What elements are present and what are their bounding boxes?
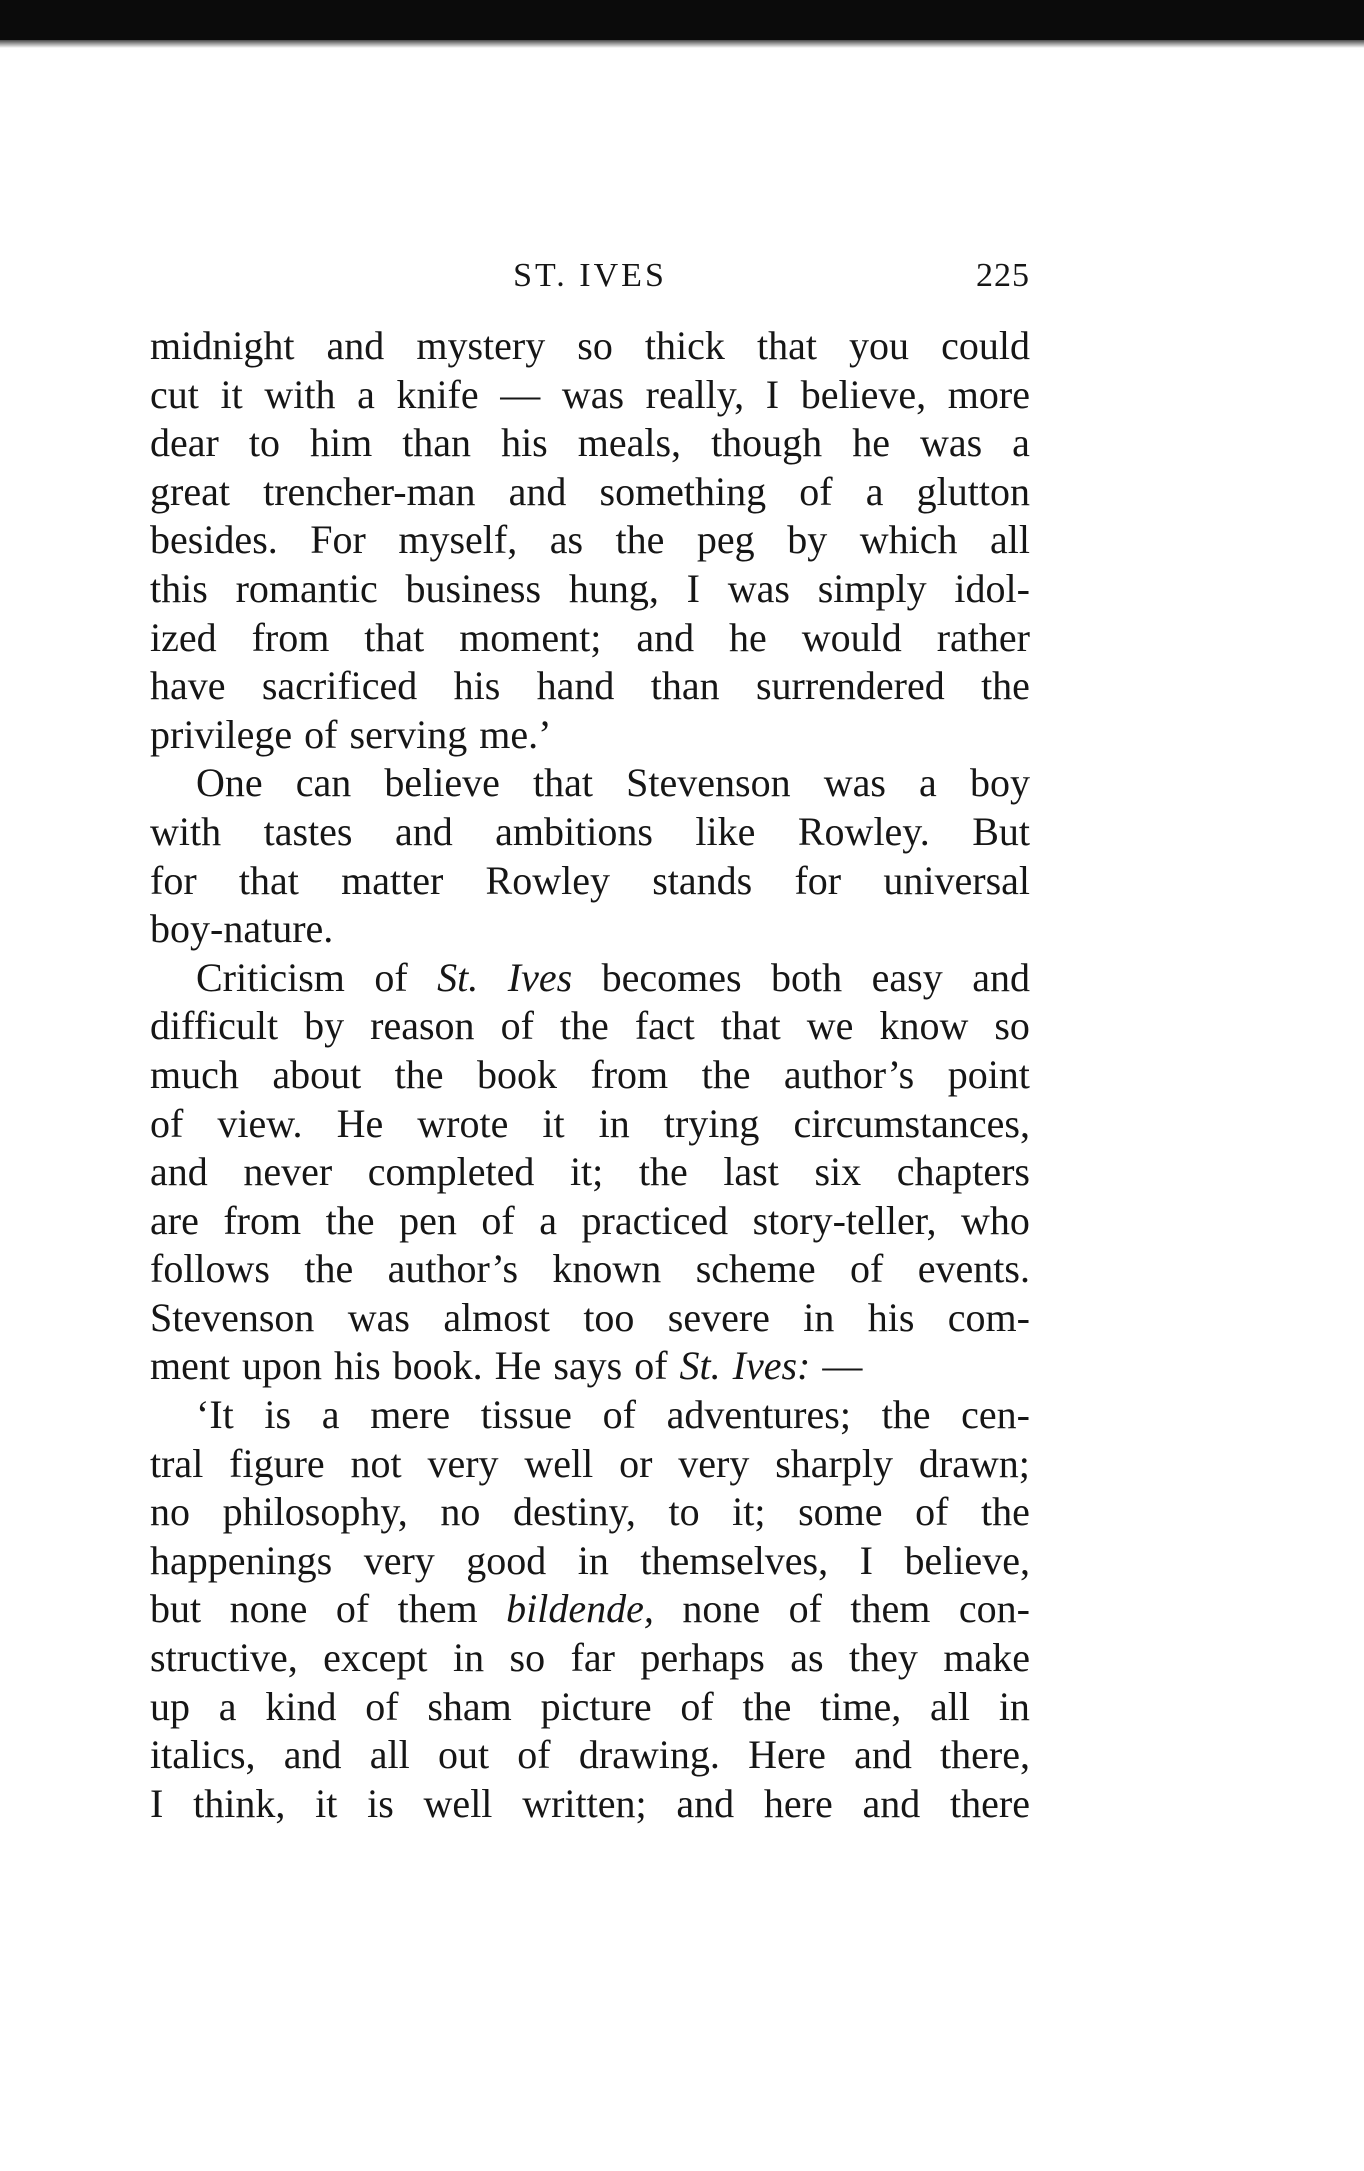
word: and: [972, 954, 1030, 1000]
word: and: [326, 323, 385, 368]
word: of: [788, 1586, 822, 1632]
word: tral: [150, 1440, 204, 1486]
word: Criticism: [196, 954, 345, 1000]
word: cen-: [961, 1392, 1030, 1438]
word: well: [524, 1440, 594, 1486]
word: easy: [871, 954, 943, 1000]
word: a: [218, 1683, 237, 1729]
text-line: [150, 371, 1030, 420]
word: was: [727, 565, 790, 611]
word: the: [881, 1392, 931, 1438]
word: sacrificed: [261, 663, 418, 709]
word: great: [150, 468, 230, 514]
text-line: [150, 1197, 1030, 1246]
word: than: [650, 663, 720, 709]
word: surrendered: [755, 663, 945, 709]
word: ized: [150, 614, 217, 660]
word: more: [947, 371, 1030, 417]
body-text: [150, 322, 1030, 1828]
word: the: [981, 663, 1030, 709]
text-line: [150, 1488, 1030, 1537]
word: the: [638, 1149, 688, 1195]
word: —: [500, 371, 541, 417]
word: of: [374, 954, 408, 1000]
word: and: [283, 1732, 342, 1778]
word: all: [369, 1732, 410, 1778]
word: a: [539, 1197, 557, 1243]
word: ‘It: [196, 1392, 234, 1438]
word: was: [347, 1294, 410, 1340]
word: he: [729, 614, 767, 660]
word: and: [854, 1732, 912, 1778]
word: reason: [370, 1003, 475, 1049]
word: his: [333, 1343, 381, 1389]
word: stands: [652, 857, 753, 903]
word: like: [695, 808, 756, 854]
text-line: [150, 419, 1030, 468]
word: or: [619, 1440, 653, 1486]
word: severe: [667, 1294, 770, 1340]
word: tastes: [263, 808, 353, 854]
word: St.: [679, 1343, 721, 1389]
word: not: [350, 1440, 402, 1486]
word: so: [509, 1635, 546, 1681]
word: I: [686, 565, 700, 611]
word: perhaps: [640, 1635, 765, 1681]
word: was: [561, 371, 625, 417]
word: Ives:: [732, 1343, 811, 1389]
text-line: [150, 1634, 1030, 1683]
word: of: [850, 1246, 884, 1292]
word: in: [803, 1294, 835, 1340]
word: out: [437, 1732, 490, 1778]
word: could: [941, 323, 1030, 368]
word: happenings: [150, 1537, 333, 1583]
word: there,: [940, 1732, 1030, 1778]
word: idol-: [954, 565, 1030, 611]
word: peg: [696, 517, 755, 563]
word: that: [720, 1003, 781, 1049]
word: the: [615, 517, 665, 563]
text-line: [150, 1100, 1030, 1149]
word: his: [501, 420, 548, 466]
word: and: [508, 468, 567, 514]
word: from: [251, 614, 330, 660]
word: both: [771, 954, 843, 1000]
word: book.: [392, 1343, 483, 1389]
word: kind: [265, 1683, 337, 1729]
word: business: [405, 565, 542, 611]
word: of: [680, 1683, 714, 1729]
word: But: [972, 808, 1030, 854]
word: would: [801, 614, 902, 660]
word: chapters: [896, 1149, 1030, 1195]
word: trying: [663, 1100, 760, 1146]
word: as: [790, 1635, 824, 1681]
word: something: [599, 468, 767, 514]
word: —: [822, 1343, 863, 1389]
word: scheme: [695, 1246, 816, 1292]
word: this: [150, 565, 208, 611]
word: destiny,: [512, 1489, 636, 1535]
word: of: [799, 468, 833, 514]
word: rather: [936, 614, 1030, 660]
word: six: [814, 1149, 862, 1195]
word: believe,: [800, 371, 927, 417]
word: think,: [193, 1780, 286, 1826]
word: last: [723, 1149, 779, 1195]
word: point: [947, 1051, 1030, 1097]
word: adventures;: [666, 1392, 851, 1438]
word: the: [701, 1051, 751, 1097]
word: that: [756, 323, 817, 368]
word: knife: [396, 371, 479, 417]
text-line: [150, 1731, 1030, 1780]
word: Rowley.: [797, 808, 930, 854]
text-line: [150, 759, 1030, 808]
word: the: [325, 1197, 375, 1243]
word: structive,: [150, 1635, 298, 1681]
word: of: [365, 1683, 399, 1729]
word: of: [634, 1343, 668, 1389]
word: figure: [229, 1440, 325, 1486]
word: hung,: [568, 565, 659, 611]
word: circumstances,: [793, 1100, 1030, 1146]
word: and: [394, 808, 453, 854]
word: all: [989, 517, 1030, 563]
word: there: [950, 1780, 1030, 1826]
text-line: [150, 565, 1030, 614]
text-line: [150, 516, 1030, 565]
word: St.: [437, 954, 479, 1000]
word: none: [229, 1586, 308, 1632]
word: in: [577, 1537, 609, 1583]
word: serving: [349, 711, 468, 757]
word: upon: [241, 1343, 322, 1389]
text-line: [150, 857, 1030, 906]
word: they: [849, 1635, 918, 1681]
word: drawn;: [918, 1440, 1030, 1486]
text-line: [150, 1342, 1030, 1391]
text-line: [150, 1294, 1030, 1343]
text-line: [150, 1780, 1030, 1829]
word: Stevenson: [150, 1294, 315, 1340]
text-line: [150, 711, 1030, 760]
text-line: [150, 322, 1030, 371]
text-line: [150, 1245, 1030, 1294]
page-number: 225: [976, 257, 1030, 294]
word: than: [402, 420, 472, 466]
word: his: [453, 663, 501, 709]
word: very: [427, 1440, 499, 1486]
word: mere: [370, 1392, 451, 1438]
word: story-teller,: [752, 1197, 937, 1243]
word: simply: [817, 565, 927, 611]
word: matter: [341, 857, 444, 903]
text-line: [150, 662, 1030, 711]
word: for: [150, 857, 197, 903]
word: it: [220, 371, 243, 417]
word: no: [150, 1489, 190, 1535]
word: I: [765, 371, 780, 417]
word: in: [598, 1100, 630, 1146]
word: cut: [150, 371, 199, 417]
word: moment;: [459, 614, 602, 660]
word: Rowley: [485, 857, 610, 903]
word: well: [423, 1780, 493, 1826]
word: written;: [522, 1780, 647, 1826]
word: of: [915, 1489, 949, 1535]
word: believe: [384, 760, 500, 806]
word: who: [961, 1197, 1030, 1243]
word: make: [943, 1635, 1030, 1681]
word: bildende,: [506, 1586, 654, 1632]
word: I: [150, 1780, 164, 1826]
word: them: [850, 1586, 931, 1632]
word: for: [794, 857, 842, 903]
word: Ives: [507, 954, 573, 1000]
text-line: [150, 905, 1030, 954]
word: it: [315, 1780, 338, 1826]
text-line: [150, 954, 1030, 1003]
word: con-: [958, 1586, 1030, 1632]
word: com-: [947, 1294, 1030, 1340]
word: and: [862, 1780, 921, 1826]
word: of: [481, 1197, 515, 1243]
word: no: [440, 1489, 481, 1535]
word: besides.: [150, 517, 278, 563]
word: from: [590, 1051, 669, 1097]
word: universal: [883, 857, 1030, 903]
word: never: [243, 1149, 333, 1195]
word: follows: [150, 1246, 270, 1292]
word: He: [336, 1100, 384, 1146]
word: a: [357, 371, 375, 417]
text-line: [150, 468, 1030, 517]
word: he: [852, 420, 890, 466]
word: are: [150, 1197, 199, 1243]
word: sham: [427, 1683, 512, 1729]
word: wrote: [417, 1100, 509, 1146]
word: and: [636, 614, 695, 660]
scan-top-edge-shadow: [0, 40, 1364, 48]
word: book: [476, 1051, 557, 1097]
word: tissue: [480, 1392, 572, 1438]
word: was: [919, 420, 983, 466]
word: the: [304, 1246, 354, 1292]
word: practiced: [581, 1197, 729, 1243]
word: says: [553, 1343, 623, 1389]
text-line: [150, 1002, 1030, 1051]
word: time,: [820, 1683, 902, 1729]
word: sharply: [775, 1440, 893, 1486]
word: good: [466, 1537, 547, 1583]
word: thick: [644, 323, 725, 368]
word: the: [742, 1683, 792, 1729]
word: ambitions: [495, 808, 653, 854]
word: picture: [540, 1683, 652, 1729]
word: too: [583, 1294, 635, 1340]
word: the: [559, 1003, 609, 1049]
word: far: [570, 1635, 615, 1681]
word: from: [223, 1197, 302, 1243]
word: here: [763, 1780, 833, 1826]
word: For: [310, 517, 366, 563]
word: ment: [150, 1343, 230, 1389]
word: pen: [399, 1197, 457, 1243]
text-line: [150, 1440, 1030, 1489]
word: I: [859, 1537, 873, 1583]
word: really,: [645, 371, 745, 417]
word: difficult: [150, 1003, 279, 1049]
word: can: [295, 760, 352, 806]
word: a: [1012, 420, 1030, 466]
word: a: [919, 760, 937, 806]
word: boy: [969, 760, 1030, 806]
word: to: [668, 1489, 700, 1535]
word: of: [304, 711, 338, 757]
word: dear: [150, 420, 219, 466]
word: He: [494, 1343, 542, 1389]
word: fact: [634, 1003, 695, 1049]
word: of: [150, 1100, 184, 1146]
word: mystery: [416, 323, 546, 368]
word: of: [335, 1586, 370, 1632]
text-line: [150, 1148, 1030, 1197]
word: you: [849, 323, 910, 368]
word: completed: [367, 1149, 535, 1195]
word: One: [196, 760, 263, 806]
word: much: [150, 1051, 239, 1097]
word: boy-nature.: [150, 906, 334, 952]
word: glutton: [916, 468, 1030, 514]
word: some: [798, 1489, 883, 1535]
word: midnight: [150, 323, 295, 368]
word: so: [577, 323, 613, 368]
word: though: [711, 420, 823, 466]
word: that: [364, 614, 425, 660]
word: the: [394, 1051, 444, 1097]
word: but: [150, 1586, 202, 1632]
word: meals,: [577, 420, 682, 466]
running-title: ST. IVES: [513, 257, 667, 294]
word: a: [321, 1392, 340, 1438]
word: events.: [917, 1246, 1030, 1292]
word: of: [517, 1732, 551, 1778]
word: italics,: [150, 1732, 256, 1778]
text-line: [150, 1585, 1030, 1634]
word: of: [500, 1003, 534, 1049]
word: by: [304, 1003, 345, 1049]
word: the: [981, 1489, 1030, 1535]
word: almost: [443, 1294, 550, 1340]
text-line: [150, 1051, 1030, 1100]
word: as: [549, 517, 584, 563]
word: a: [865, 468, 884, 514]
word: author’s: [387, 1246, 519, 1292]
word: Here: [748, 1732, 826, 1778]
word: have: [150, 663, 226, 709]
word: them: [397, 1586, 478, 1632]
word: known: [552, 1246, 662, 1292]
word: and: [150, 1149, 208, 1195]
word: me.’: [479, 711, 552, 757]
text-line: [150, 1537, 1030, 1586]
word: and: [676, 1780, 735, 1826]
word: drawing.: [578, 1732, 720, 1778]
word: themselves,: [640, 1537, 829, 1583]
word: author’s: [783, 1051, 915, 1097]
word: that: [533, 760, 594, 806]
word: we: [806, 1003, 854, 1049]
text-line: [150, 614, 1030, 663]
scan-top-edge: [0, 0, 1364, 40]
word: so: [994, 1003, 1030, 1049]
word: which: [859, 517, 958, 563]
word: believe,: [904, 1537, 1030, 1583]
word: myself,: [398, 517, 518, 563]
word: by: [787, 517, 828, 563]
word: trencher-man: [263, 468, 476, 514]
word: that: [238, 857, 299, 903]
word: in: [452, 1635, 485, 1681]
word: philosophy,: [222, 1489, 408, 1535]
word: about: [272, 1051, 362, 1097]
word: him: [309, 420, 373, 466]
word: it;: [569, 1149, 604, 1195]
word: with: [264, 371, 336, 417]
word: view.: [217, 1100, 303, 1146]
text-line: [150, 1683, 1030, 1732]
word: of: [602, 1392, 636, 1438]
word: with: [150, 808, 222, 854]
word: to: [248, 420, 280, 466]
text-line: [150, 808, 1030, 857]
word: is: [264, 1392, 292, 1438]
word: up: [150, 1683, 190, 1729]
word: privilege: [150, 711, 293, 757]
word: in: [998, 1683, 1030, 1729]
word: very: [678, 1440, 750, 1486]
running-head: [150, 254, 1030, 298]
word: very: [363, 1537, 435, 1583]
text-line: [150, 1391, 1030, 1440]
word: except: [323, 1635, 428, 1681]
word: it;: [732, 1489, 766, 1535]
word: hand: [536, 663, 615, 709]
word: it: [542, 1100, 565, 1146]
word: know: [879, 1003, 969, 1049]
word: all: [930, 1683, 971, 1729]
word: romantic: [235, 565, 378, 611]
word: his: [867, 1294, 915, 1340]
word: becomes: [601, 954, 742, 1000]
word: is: [367, 1780, 394, 1826]
word: Stevenson: [626, 760, 791, 806]
word: was: [823, 760, 886, 806]
word: none: [682, 1586, 761, 1632]
